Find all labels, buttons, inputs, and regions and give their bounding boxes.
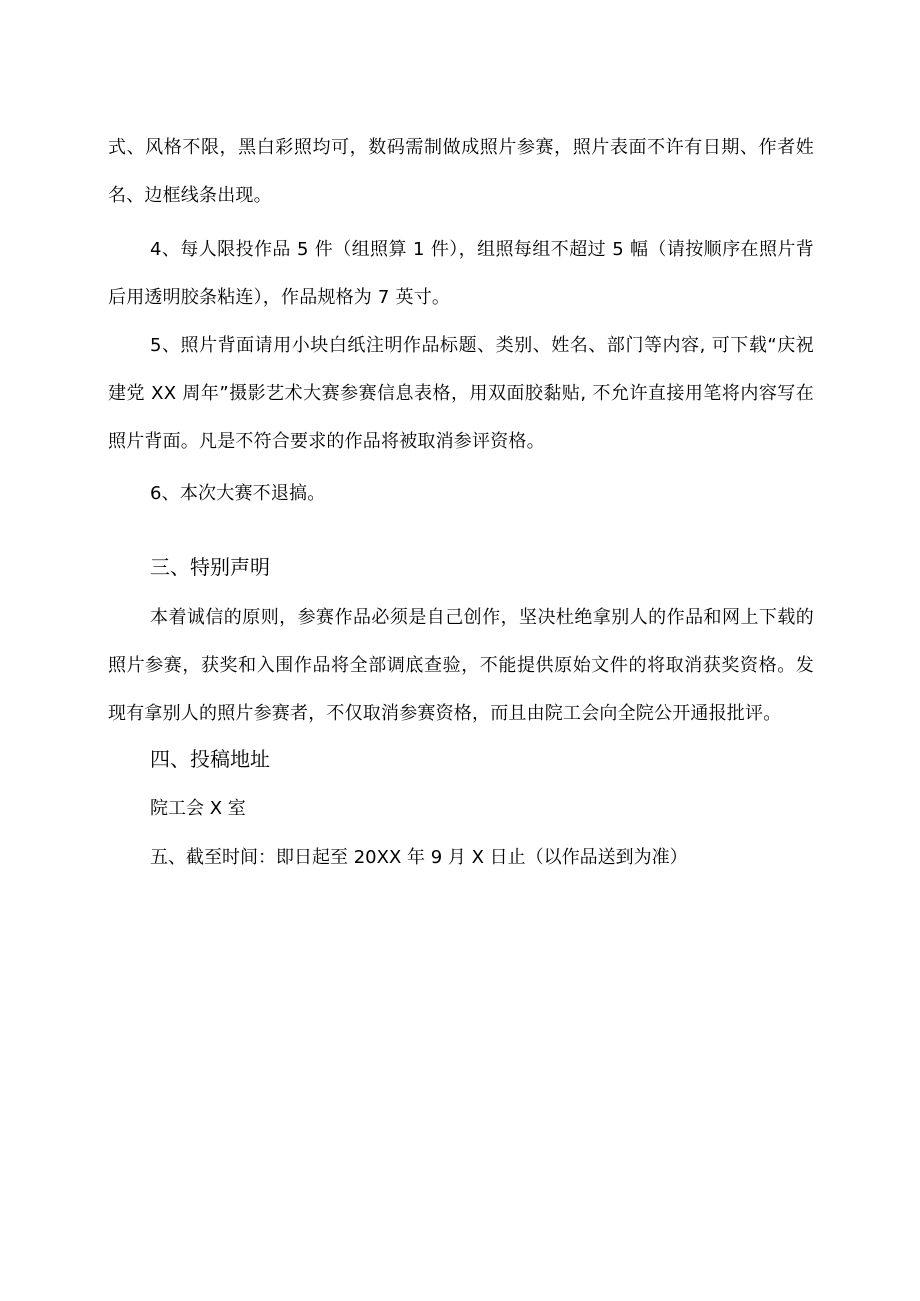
section-heading-special-statement: 三、特别声明 (150, 555, 270, 579)
section-heading-submission-address: 四、投稿地址 (150, 747, 270, 771)
paragraph-continued: 式、风格不限，黑白彩照均可，数码需制做成照片参赛，照片表面不许有日期、作者姓名、边框线条出现。 (108, 137, 814, 206)
paragraph-item-4: 4、每人限投作品 5 件（组照算 1 件），组照每组不超过 5 幅（请按顺序在照片背后用透明胶条粘连），作品规格为 7 英寸。 (108, 239, 814, 308)
paragraph-deadline: 五、截至时间：即日起至 20XX 年 9 月 X 日止（以作品送到为准） (150, 847, 688, 868)
paragraph-statement: 本着诚信的原则，参赛作品必须是自己创作，坚决杜绝拿别人的作品和网上下载的照片参赛，获奖和入围作品将全部调底查验，不能提供原始文件的将取消获奖资格。发现有拿别人的照片参赛者，不仅取消参赛资格，而且由院工会向全院公开通报批评。 (108, 607, 814, 724)
paragraph-item-5: 5、照片背面请用小块白纸注明作品标题、类别、姓名、部门等内容, 可下载“庆祝建党 XX 周年”摄影艺术大赛参赛信息表格，用双面胶黏贴, 不允许直接用笔将内容写在照片背面。凡是不符合要求的作品将被取消参评资格。 (108, 335, 814, 452)
paragraph-item-6: 6、本次大赛不退搞。 (150, 483, 326, 504)
paragraph-address: 院工会 X 室 (150, 798, 246, 819)
